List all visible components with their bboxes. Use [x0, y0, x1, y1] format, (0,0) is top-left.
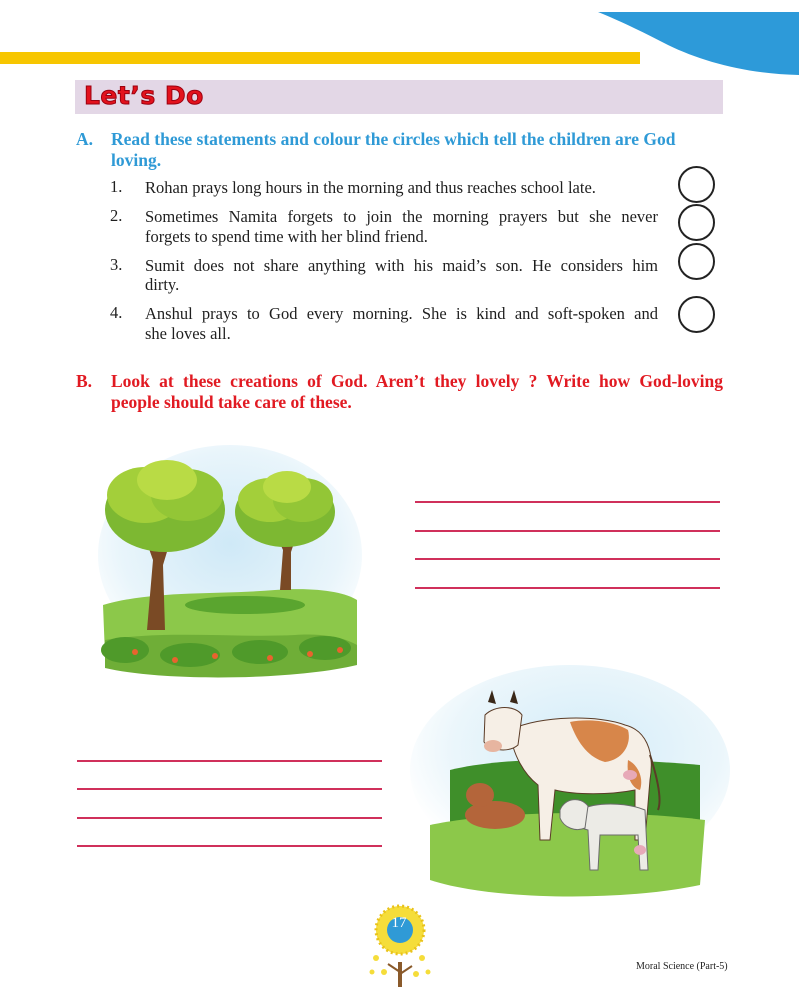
section-b-prompt-line2: people should take care of these. [111, 392, 352, 412]
writing-line[interactable] [415, 501, 720, 503]
writing-line[interactable] [415, 530, 720, 532]
item-2-text-line1: Sometimes Namita forgets to join the morning prayers but she never [145, 207, 658, 226]
item-4-number: 4. [110, 303, 123, 322]
section-a-prompt-line1: Read these statements and colour the circles which tell the children are God [111, 129, 676, 149]
writing-line[interactable] [415, 558, 720, 560]
item-3-text-line1: Sumit does not share anything with his maid’s son. He considers him [145, 256, 658, 275]
answer-circle-2[interactable] [678, 204, 715, 241]
book-title: Moral Science (Part-5) [636, 961, 728, 972]
item-3-number: 3. [110, 255, 123, 274]
answer-circle-3[interactable] [678, 243, 715, 280]
item-2-number: 2. [110, 206, 123, 225]
section-b-prompt-line1: Look at these creations of God. Aren’t they lovely ? Write how God-loving [111, 371, 723, 391]
section-b-letter: B. [76, 371, 93, 391]
writing-line[interactable] [77, 817, 382, 819]
top-yellow-bar [0, 52, 640, 64]
answer-circle-1[interactable] [678, 166, 715, 203]
writing-line[interactable] [77, 845, 382, 847]
section-a-letter: A. [76, 129, 94, 149]
item-3-text-line2: dirty. [145, 275, 180, 294]
writing-line[interactable] [77, 788, 382, 790]
item-1-number: 1. [110, 177, 123, 196]
top-corner-wave [598, 0, 799, 75]
page-number: 17 [391, 915, 407, 931]
section-a-prompt-line2: loving. [111, 150, 162, 170]
item-4-text-line2: she loves all. [145, 324, 231, 343]
item-4-text-line1: Anshul prays to God every morning. She is kind and soft-spoken and [145, 304, 658, 323]
item-1-text: Rohan prays long hours in the morning and thus reaches school late. [145, 178, 596, 197]
answer-circle-4[interactable] [678, 296, 715, 333]
trees-illustration [95, 440, 365, 685]
animals-illustration [400, 660, 730, 905]
page-title: Let’s Do [84, 81, 204, 110]
writing-line[interactable] [415, 587, 720, 589]
writing-line[interactable] [77, 760, 382, 762]
item-2-text-line2: forgets to spend time with her blind friend. [145, 227, 428, 246]
